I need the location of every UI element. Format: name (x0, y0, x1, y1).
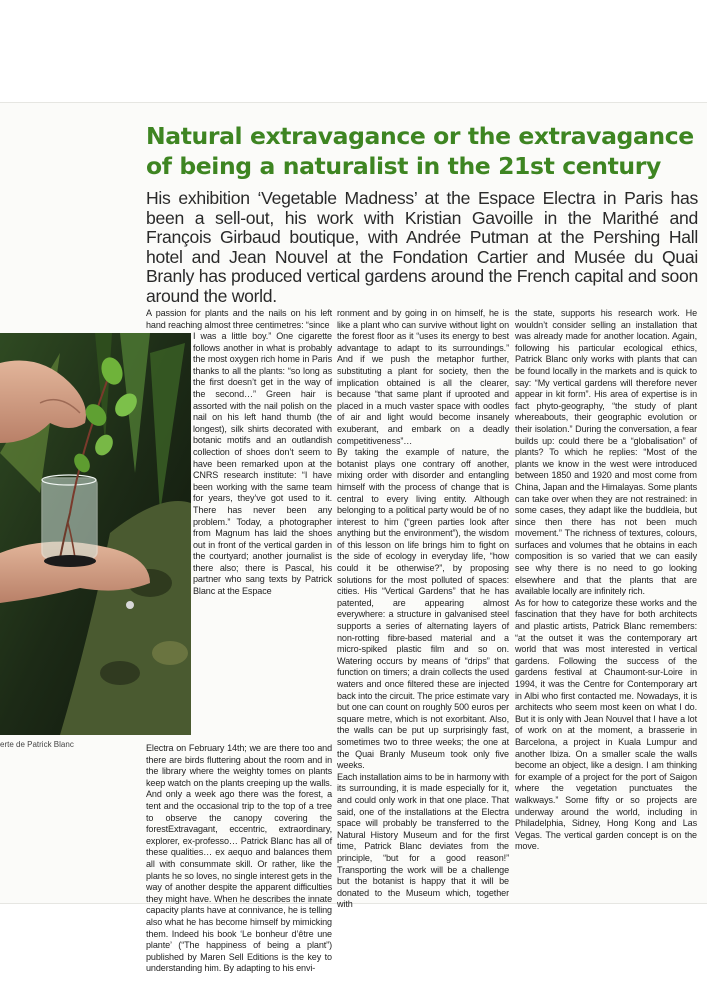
column-2-para-1: ronment and by going in on himself, he is like a plant who can survive without light on the forest floor as it “uses its energy to best advantage to adapt to its surroundings.” And if we push the metaphor further, substituting a plant for society, then the implication obtained is all the clearer, because “that same plant if uprooted and placed in a much vaster space with oodles of air and light would become insanely exuberant, and embark on a deadly competitiveness”… (337, 308, 509, 446)
plant-photo (0, 333, 191, 735)
column-1-bottom (146, 743, 332, 975)
page-edge-tab (0, 113, 10, 203)
column-1-wrap (193, 331, 332, 598)
column-1-top (146, 308, 332, 331)
column-1-wrap-text: I was a little boy.” One cigarette follows another in what is probably the most oxygen rich home in Paris thanks to all the plants: “so long as the first doesn’t get in the way of the second…” Green hair is assorted with the nail polish on the nail on his left hand thumb (the longest), silk shirts decorated with botanic motifs and an outlandish collection of shoes don’t seem to have been remarked upon at the CNRS research institute: “I have been working with the same team for years, they’ve got used to it. There has never been any problem.” Today, a photographer from Magnum has laid the shoes out in front of the vertical garden in the courtyard; another journalist is there also; there is Pascal, his partner who sang texts by Patrick Blanc at the Espace (193, 331, 332, 597)
column-3-para-2: As for how to categorize these works and the fascination that they have for both architects and plastic artists, Patrick Blanc remembers: “at the outset it was the contemporary art world that was most interested in vertical gardens. Following the success of the gardens festival at Chaumont-sur-Loire in 1994, it was the Centre for Contemporary art in Albi who first contacted me. Nowadays, it is architects who seem most keen on what I do. But it is only with Jean Nouvel that I have a lot of work on at the moment, a brasserie in Barcelona, a project in Kuala Lumpur and another Ibiza. On a smaller scale the walls become an object, like a design. I am thinking for example of a project for the port of Saigon where the vegetation punctuates the walkways.” Some fifty or so projects are underway around the world, including in Philadelphia, Sidney, Hong Kong and Las Vegas. The vertical garden concept is on the move. (515, 597, 697, 852)
column-1-intro: A passion for plants and the nails on his left hand reaching almost three centimetres: “since (146, 308, 332, 330)
article-title: Natural extravagance or the extravagance of being a naturalist in the 21st century (146, 122, 694, 180)
magazine-page (0, 103, 707, 974)
column-2 (337, 308, 509, 911)
column-2-para-2: By taking the example of nature, the botanist plays one contrary off another, mixing order with disorder and entangling himself with the process of change that is central to every living entity. Although belonging to a political party would be of no interest to him (“green parties look after anything but the environment”), the wisdom of this lesson on life brings him to fight on the side of ecology in everyday life, “how could it be otherwise?”, by proposing solutions for the most polluted of spaces: cities. His “Vertical Gardens” that he has patented, are appearing almost everywhere: a structure in galvanised steel supports a series of alternating layers of non-rotting fibre-based material and a micro-spiked plastic film and so on. Watering occurs by means of “drips” that function on timers; a drain collects the used waters and once filtered these are injected back into the circuit. The price estimate vary but one can count on roughly 500 euros per square metre, which is not exorbitant. Also, the walls can be put up surprisingly fast, sometimes two to three weeks; the one at the Quai Branly Museum took only five weeks. (337, 447, 509, 771)
article-standfirst: His exhibition ‘Vegetable Madness’ at the Espace Electra in Paris has been a sell-out, his work with Kristian Gavoille in the Marithé and François Girbaud boutique, with Andrée Putman at the Pershing Hall hotel and Jean Nouvel at the Fondation Cartier and Musée du Quai Branly has produced vertical gardens around the French capital and soon around the world. (146, 188, 698, 306)
column-3 (515, 308, 697, 853)
column-1-bottom-text: Electra on February 14th; we are there too and there are birds fluttering about the room and in the library where the weighty tomes on plants keep watch on the plants creeping up the walls. And only a week ago there was the forest, a tent and the occasional trip to the top of a tree to observe the canopy covering the forestExtravagant, eccentric, extraordinary, explorer, ex-professo… Patrick Blanc has all of these qualities… ex aequo and balances them all with consummate skill. Or rather, like the plants he so loves, no single interest gets in the way of another despite the apparent difficulties they might have. When he describes the innate capacity plants have at connivance, he is telling also what he has become himself by mimicking them. Indeed his book ‘Le bonheur d’être une plante’ (“The happiness of being a plant”) published by Maren Sell Editions is the key to understanding him. By adapting to his envi- (146, 743, 332, 974)
column-3-para-1: the state, supports his research work. He wouldn’t consider selling an installation that was already made for another location. Again, following his particular ecological ethics, Patrick Blanc only works with plants that can be found locally in the markets and is quick to say: “My vertical gardens will therefore never appear in kit form”. His area of expertise is in fact phyto-geography, “the study of plant whereabouts, their geographic evolution or their isolation.” During the conversation, a fear builds up: could there be a “globalisation” of plants? To which he replies: “Most of the plants we know in the west were introduced between 1850 and 1920 and most come from China, Japan and the Himalayas. Some plants can take over when they are not restrained: in some cases, they adapt like the buddleia, but since then there has not been much movement.” The richness of textures, colours, surfaces and volumes that he obtains in each composition is so varied that we can easily see why there is no need to go looking elsewhere and that the plants that are available locally are infinitely rich. (515, 308, 697, 597)
column-2-para-3: Each installation aims to be in harmony with its surrounding, it is made especially for it, and could only work in that one place. That said, one of the installations at the Electra space will probably be transferred to the Natural History Museum and for the first time, Patrick Blanc deviates from the principle, “but for a good reason!” Transporting the work will be a challenge but the botanist is happy that it will be donated to the Museum which, together with (337, 771, 509, 910)
photo-caption: erte de Patrick Blanc (0, 740, 74, 749)
